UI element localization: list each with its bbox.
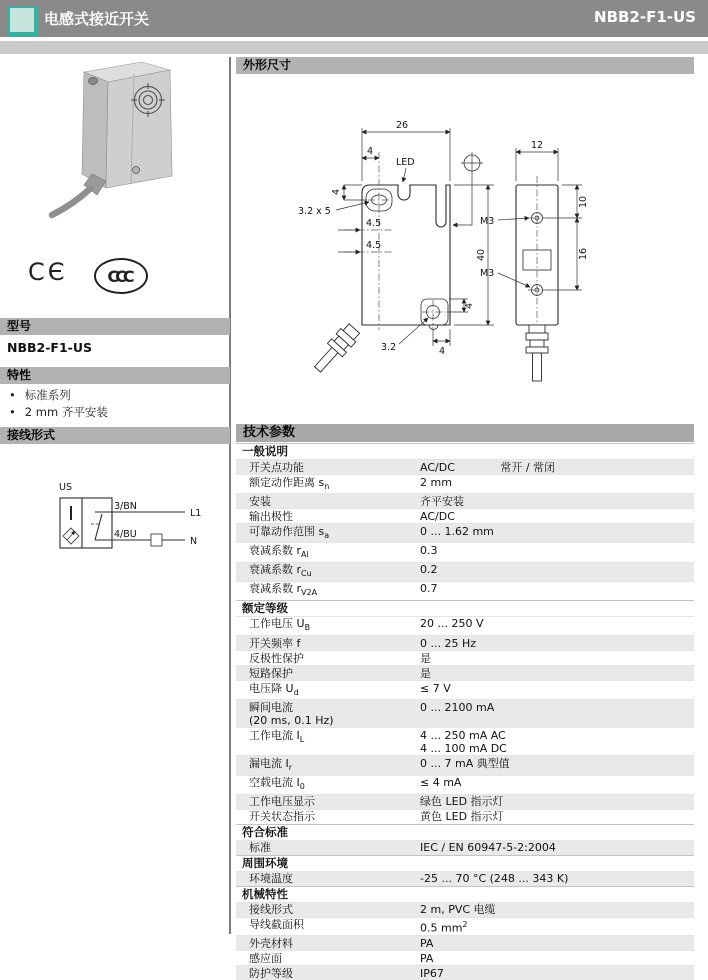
table-row [236,562,694,581]
table-row [236,755,694,774]
sensor-output-symbol [63,528,79,544]
tech-table [236,443,694,980]
param-value: 是 [420,651,431,665]
dim-label-4-top: 4 [366,146,374,157]
table-row [236,775,694,794]
param-label: 工作电流 $I_L$ [249,728,305,744]
connection-section-header: 接线形式 [0,427,230,444]
dim-label-12: 12 [530,140,544,151]
feature-item: • 标准系列 [7,387,108,404]
param-label: 开关状态指示 [249,810,315,824]
param-label: 环境温度 [249,872,293,886]
param-label: 衰减系数 $r_{Al}$ [249,543,309,560]
dim-label-m3a: M3 [480,216,495,227]
param-value: 黄色 LED 指示灯 [420,810,504,824]
param-value: 0 ... 25 Hz [420,636,477,650]
param-value: 0 ... 2100 mA [420,700,495,714]
param-label: 工作电压显示 [249,795,315,809]
table-row [236,965,694,980]
table-row [236,493,694,508]
table-row [236,581,694,600]
load-symbol [151,534,162,546]
param-label: 衰减系数 $r_{V2A}$ [249,582,318,598]
front-view-dimensions [298,120,494,357]
param-label: 工作电压 $U_B$ [249,617,311,633]
side-view [516,176,558,381]
param-value: 绿色 LED 指示灯 [420,795,504,809]
ccc-mark-label: CCC [107,266,131,286]
param-label: 外壳材料 [249,936,293,950]
cable [52,188,91,215]
dim-label-4-bottom: 4 [438,346,446,357]
page-header [0,0,708,37]
param-value: IP67 [420,966,444,980]
param-value: 是 [420,666,431,680]
dim-label-m3b: M3 [480,268,495,279]
param-value: 0.5 $mm^2$ [420,920,468,935]
param-value: 0.7 [420,582,438,596]
param-label: 瞬间电流 (20 ms, 0.1 Hz) [236,701,420,727]
table-row [236,917,694,936]
wire-bu-label: 4/BU [114,529,137,540]
param-label: 防护等级 [249,966,293,980]
param-label: 空载电流 $I_0$ [249,776,305,792]
table-row [236,809,694,824]
ce-mark: CЄ [28,258,68,286]
dim-label-4-right: 4 [464,302,475,310]
param-label: 导线截面积 [249,918,304,932]
table-row [236,871,694,886]
dimensions-section-header: 外形尺寸 [236,57,694,74]
dim-label-16: 16 [578,247,589,261]
table-row [236,616,694,635]
param-value: PA [420,951,434,965]
side-view-dimensions [480,140,589,290]
brand-square-icon [7,5,37,35]
wiring-diagram [25,468,220,580]
param-label: 衰减系数 $r_{Cu}$ [249,563,312,579]
param-label: 额定动作距离 $s_n$ [249,475,330,491]
ccc-mark [94,258,148,294]
param-value: AC/DC [420,509,455,523]
table-section-header: 一般说明 [236,443,694,459]
front-cable-gland [310,322,362,376]
param-label: 接线形式 [249,903,293,917]
param-label: 开关点功能 [249,460,304,474]
model-section-header: 型号 [0,318,230,335]
side-cable-gland [526,325,548,381]
param-label: 漏电流 $I_r$ [249,756,293,772]
param-value: 0 ... 1.62 mm [420,524,494,538]
param-value: 0.3 [420,543,438,557]
wire-l1-label: L1 [190,508,202,519]
table-row [236,474,694,493]
param-value: IEC / EN 60947-5-2:2004 [420,841,556,855]
table-row [236,840,694,855]
table-row [236,935,694,950]
lower-hole [133,167,140,174]
param-label: 标准 [249,841,271,855]
table-row [236,680,694,699]
param-value: 0 ... 7 mA 典型值 [420,756,510,770]
position-tolerance-icon [461,152,483,174]
table-section-header: 机械特性 [236,886,694,902]
model-number-header: NBB2-F1-US [594,8,696,26]
product-type-title: 电感式接近开关 [44,10,150,28]
header-substrip [0,41,708,54]
dim-label-45a: 4.5 [366,218,382,229]
param-value: 齐平安装 [420,494,464,508]
param-label: 感应面 [249,951,282,965]
param-value: -25 ... 70 °C (248 ... 343 K) [420,872,569,886]
dim-label-led: LED [396,157,415,168]
dim-label-10: 10 [578,195,589,209]
dim-label-40: 40 [476,248,487,262]
wire-bn-label: 3/BN [114,501,137,512]
table-section-header: 符合标准 [236,824,694,840]
param-value: 2 m, PVC 电缆 [420,903,496,917]
param-value: 2 mm [420,475,452,489]
param-value: ≤ 4 mA [420,776,462,789]
dim-label-45b: 4.5 [366,240,382,251]
table-section-header: 额定等级 [236,600,694,616]
param-label: 输出极性 [249,509,293,523]
table-row [236,459,694,474]
model-number: NBB2-F1-US [7,340,92,355]
product-photo [46,58,231,226]
param-label-note: (20 ms, 0.1 Hz) [249,713,334,727]
table-row [236,635,694,650]
mounting-hole [89,78,98,85]
dim-label-slot: 3.2 x 5 [298,206,331,217]
feature-item: • 2 mm 齐平安装 [7,404,108,421]
wire-n-label: N [190,536,198,547]
param-value: 4 ... 250 mA AC 4 ... 100 mA DC [420,728,507,755]
param-value: ≤ 7 V [420,681,451,695]
dim-label-32: 3.2 [381,342,397,353]
table-row [236,523,694,542]
param-label: 反极性保护 [249,651,304,665]
dim-label-26: 26 [395,120,409,131]
switch-symbol [91,512,112,540]
table-row [236,794,694,809]
sensor-left-face [82,72,108,188]
param-value: PA [420,936,434,950]
table-row [236,665,694,680]
features-list [7,387,108,421]
dim-label-4-left: 4 [331,188,342,196]
param-value: 0.2 [420,563,438,577]
table-row [236,699,694,727]
param-label: 短路保护 [249,666,293,680]
tech-section-header: 技术参数 [236,424,694,442]
table-row [236,508,694,523]
table-row [236,542,694,561]
param-value: AC/DC 常开 / 常闭 [420,460,556,474]
param-label: 开关频率 f [249,636,301,650]
wiring-us-label: US [59,482,72,493]
table-row [236,950,694,965]
features-section-header: 特性 [0,367,230,384]
dimension-drawing [236,78,694,418]
param-value: 20 ... 250 V [420,617,484,631]
table-row [236,650,694,665]
param-label: 可靠动作范围 $s_a$ [249,524,330,540]
param-label: 电压降 $U_d$ [249,681,299,697]
table-section-header: 周围环境 [236,855,694,871]
param-label: 安装 [249,494,271,508]
table-row [236,902,694,917]
table-row [236,727,694,755]
